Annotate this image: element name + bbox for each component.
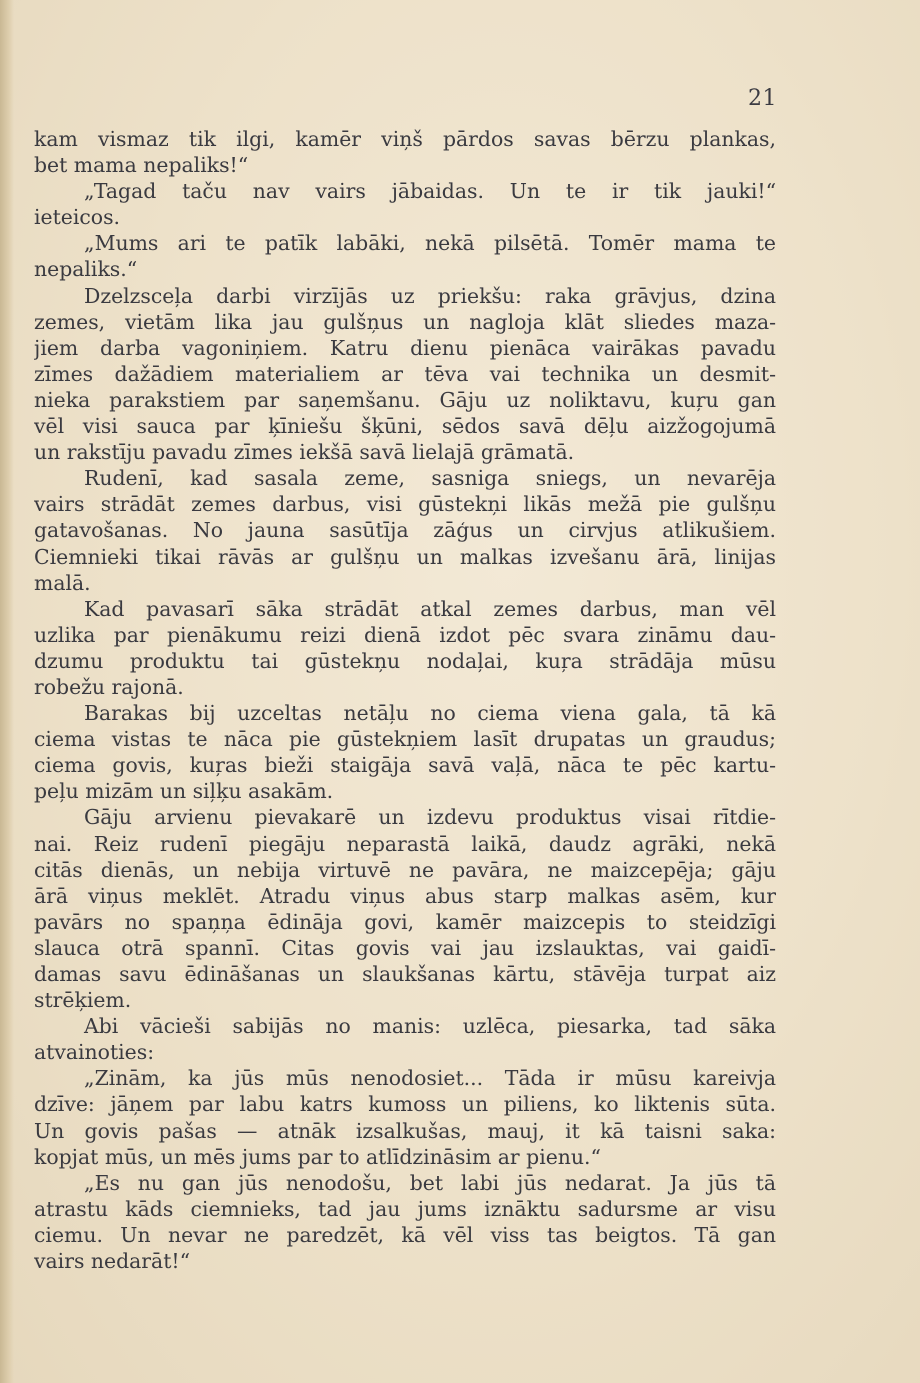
text-line: Abi vācieši sabijās no manis: uzlēca, piesarka, tad sāka (84, 1014, 776, 1039)
text-line: ārā viņus meklēt. Atradu viņus abus starp malkas asēm, kur (34, 883, 776, 908)
text-line: jiem darba vagoniņiem. Katru dienu pienāca vairākas pavadu (34, 335, 776, 360)
text-line: ciema vistas te nāca pie gūstekņiem lasīt drupatas un graudus; (34, 727, 776, 752)
text-line: dzīve: jāņem par labu katrs kumoss un piliens, ko liktenis sūta. (34, 1092, 776, 1117)
text-line: Ciemnieki tikai rāvās ar gulšņu un malkas izvešanu ārā, linijas (34, 544, 776, 569)
text-line: ciema govis, kuŗas bieži staigāja savā vaļā, nāca te pēc kartu- (34, 753, 776, 778)
text-line: „Es nu gan jūs nenodošu, bet labi jūs nedarat. Ja jūs tā (84, 1170, 776, 1195)
text-line: peļu mizām un siļķu asakām. (34, 779, 334, 804)
body-text (34, 126, 776, 1274)
text-line: ciemu. Un nevar ne paredzēt, kā vēl viss tas beigtos. Tā gan (34, 1222, 776, 1247)
text-line: vēl visi sauca par ķīniešu šķūni, sēdos savā dēļu aizžogojumā (34, 414, 776, 439)
text-line: un rakstīju pavadu zīmes iekšā savā lielajā grāmatā. (34, 440, 575, 465)
page-number: 21 (748, 86, 777, 111)
text-line: nepaliks.“ (34, 257, 138, 282)
text-line: nai. Reiz rudenī piegāju neparastā laikā, daudz agrāki, nekā (34, 831, 776, 856)
text-line: „Tagad taču nav vairs jābaidas. Un te ir tik jauki!“ (84, 179, 776, 204)
text-line: kopjat mūs, un mēs jums par to atlīdzināsim ar pienu.“ (34, 1144, 601, 1169)
page-binding-edge (0, 0, 14, 1383)
text-line: bet mama nepaliks!“ (34, 153, 249, 178)
text-line: ieteicos. (34, 205, 121, 230)
text-line: vairs nedarāt!“ (34, 1249, 191, 1274)
text-line: Barakas bij uzceltas netāļu no ciema viena gala, tā kā (84, 701, 776, 726)
text-line: atvainoties: (34, 1040, 155, 1065)
text-line: Un govis pašas — atnāk izsalkušas, mauj, it kā taisni saka: (34, 1118, 776, 1143)
text-line: „Zinām, ka jūs mūs nenodosiet... Tāda ir mūsu kareivja (84, 1066, 776, 1091)
text-line: pavārs no spaņņa ēdināja govi, kamēr maizcepis to steidzīgi (34, 909, 776, 934)
text-line: zīmes dažādiem materialiem ar tēva vai technika un desmit- (34, 361, 776, 386)
text-line: strēķiem. (34, 988, 132, 1013)
text-line: uzlika par pienākumu reizi dienā izdot pēc svara zināmu dau- (34, 622, 776, 647)
text-line: kam vismaz tik ilgi, kamēr viņš pārdos savas bērzu plankas, (34, 127, 776, 151)
text-line: zemes, vietām lika jau gulšņus un nagloja klāt sliedes maza- (34, 309, 776, 334)
text-line: nieka parakstiem par saņemšanu. Gāju uz noliktavu, kuŗu gan (34, 387, 776, 412)
text-line: gatavošanas. No jauna sasūtīja zāģus un cirvjus atlikušiem. (34, 518, 776, 543)
text-line: citās dienās, un nebija virtuvē ne pavāra, ne maizcepēja; gāju (34, 857, 776, 882)
text-line: malā. (34, 570, 91, 595)
text-line: Gāju arvienu pievakarē un izdevu produktus visai rītdie- (84, 805, 776, 830)
text-line: Rudenī, kad sasala zeme, sasniga sniegs, un nevarēja (84, 466, 776, 491)
text-line: slauca otrā spannī. Citas govis vai jau izslauktas, vai gaidī- (34, 935, 776, 960)
text-line: dzumu produktu tai gūstekņu nodaļai, kuŗa strādāja mūsu (34, 648, 776, 673)
text-line: atrastu kāds ciemnieks, tad jau jums iznāktu sadursme ar visu (34, 1196, 776, 1221)
text-line: robežu rajonā. (34, 674, 184, 699)
text-line: Dzelzsceļa darbi virzījās uz priekšu: raka grāvjus, dzina (84, 283, 776, 308)
text-line: „Mums ari te patīk labāki, nekā pilsētā. Tomēr mama te (84, 231, 776, 256)
text-line: Kad pavasarī sāka strādāt atkal zemes darbus, man vēl (84, 596, 776, 621)
text-line: damas savu ēdināšanas un slaukšanas kārtu, stāvēja turpat aiz (34, 962, 776, 986)
text-line: vairs strādāt zemes darbus, visi gūstekņi likās mežā pie gulšņu (34, 492, 776, 517)
